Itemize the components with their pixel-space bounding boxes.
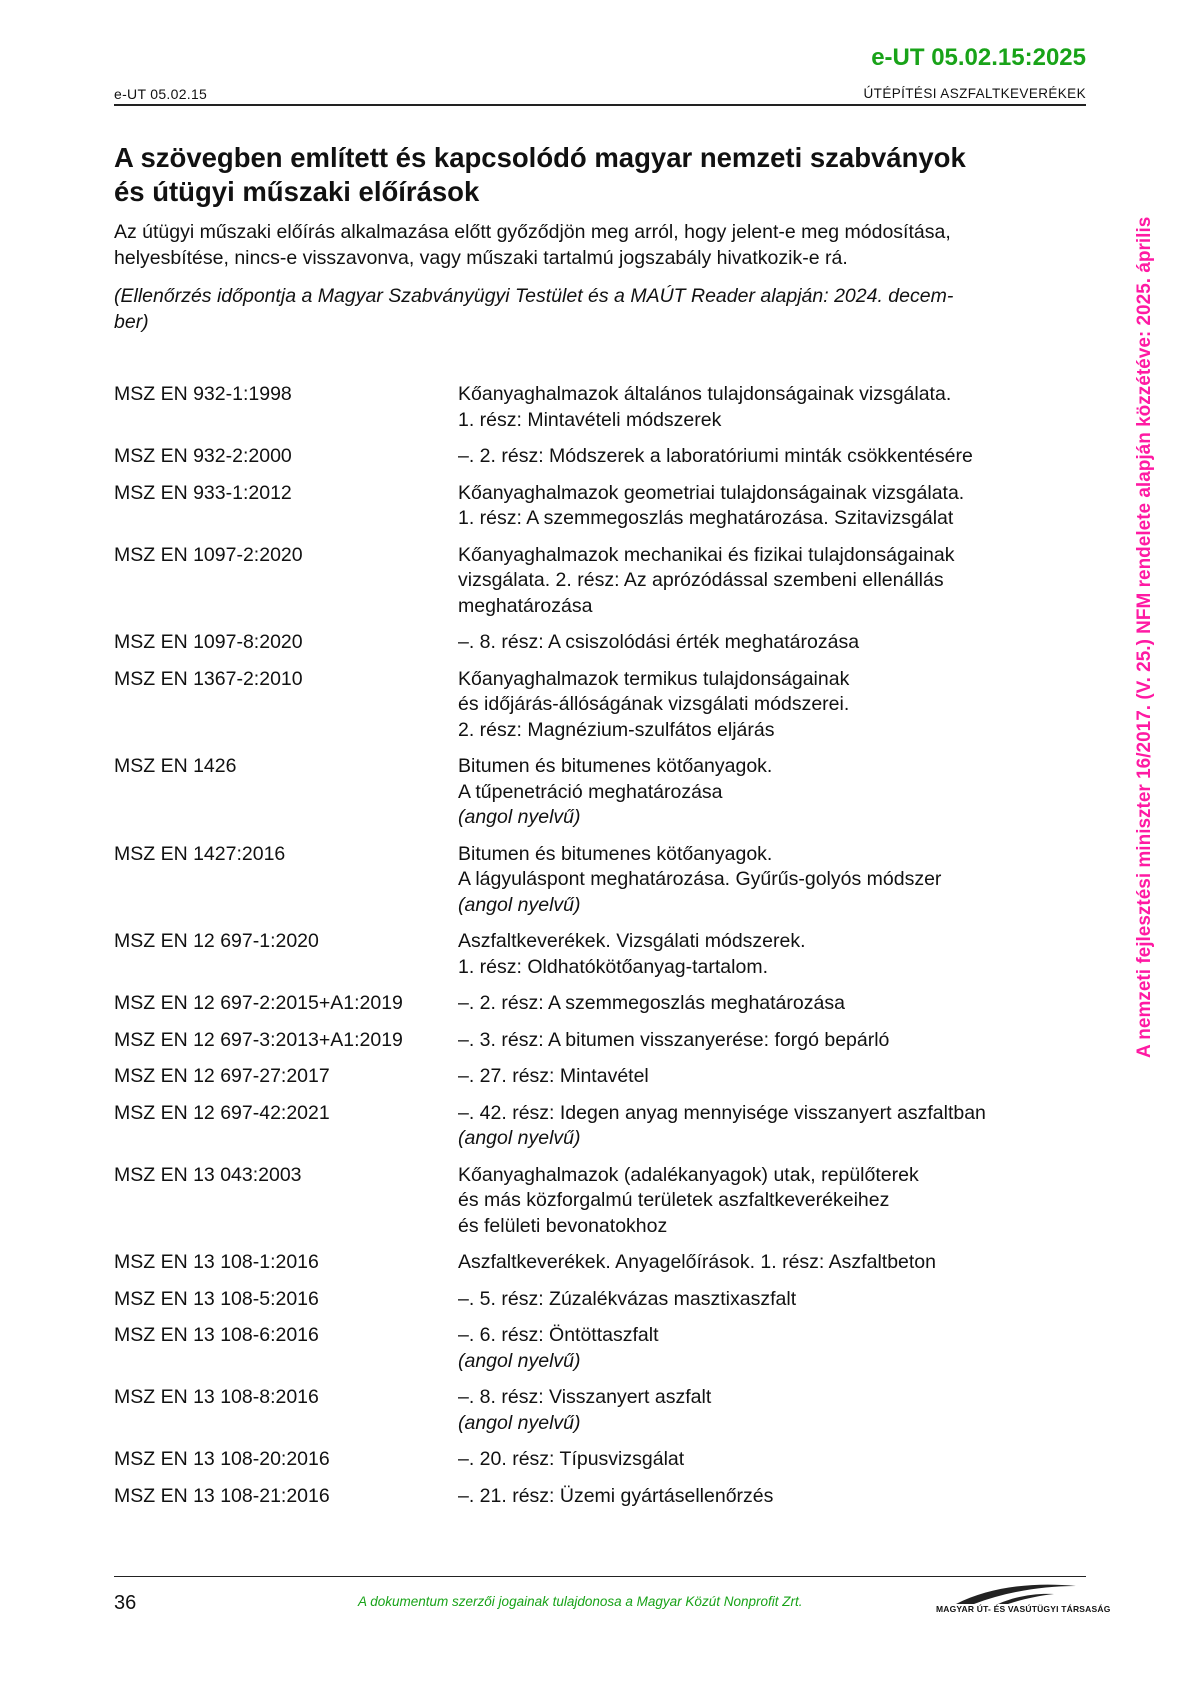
reference-row (114, 1447, 1084, 1473)
reference-row (114, 481, 1084, 532)
header-rule (114, 104, 1086, 106)
standard-code: MSZ EN 13 108-8:2016 (114, 1386, 319, 1408)
standard-title (458, 481, 1084, 532)
standard-code: MSZ EN 12 697-42:2021 (114, 1101, 330, 1124)
intro-paragraph (114, 219, 1074, 271)
standard-code: MSZ EN 13 108-21:2016 (114, 1484, 330, 1507)
language-note: (angol nyelvű) (458, 1411, 581, 1434)
page-title-line: és útügyi műszaki előírások (114, 176, 480, 207)
standard-title-line: Bitumen és bitumenes kötőanyagok. (458, 755, 773, 777)
standard-title-line: A lágyuláspont meghatározása. Gyűrűs-golyós módszer (458, 868, 942, 890)
language-note: (angol nyelvű) (458, 893, 581, 916)
reference-row (114, 1028, 1084, 1054)
footer-rule (114, 1576, 1086, 1577)
header-right: ÚTÉPÍTÉSI ASZFALTKEVERÉKEK (863, 86, 1086, 101)
standard-title-line: Aszfaltkeverékek. Vizsgálati módszerek. (458, 930, 806, 952)
standard-title (458, 382, 1084, 433)
standard-code: MSZ EN 13 043:2003 (114, 1163, 302, 1186)
standard-title-line: Bitumen és bitumenes kötőanyagok. (458, 842, 773, 865)
standard-title-line: 1. rész: A szemmegoszlás meghatározása. Szitavizsgálat (458, 507, 954, 529)
standard-code: MSZ EN 932-1:1998 (114, 383, 292, 405)
standard-code: MSZ EN 13 108-5:2016 (114, 1287, 319, 1310)
standard-title (458, 444, 1084, 470)
standard-code: MSZ EN 1427:2016 (114, 842, 286, 865)
standard-title-line: 2. rész: Magnézium-szulfátos eljárás (458, 718, 775, 741)
reference-row (114, 444, 1084, 470)
standard-code: MSZ EN 1367-2:2010 (114, 667, 303, 690)
standard-title (458, 1101, 1084, 1152)
standard-code: MSZ EN 1097-2:2020 (114, 543, 303, 566)
standard-code: MSZ EN 932-2:2000 (114, 445, 292, 467)
standard-title (458, 842, 1084, 919)
intro-line: Az útügyi műszaki előírás alkalmazása előtt győződjön meg arról, hogy jelent-e meg módosítása, (114, 221, 951, 243)
standard-title-line: –. 8. rész: Visszanyert aszfalt (458, 1386, 712, 1408)
standard-code: MSZ EN 12 697-27:2017 (114, 1065, 330, 1087)
standard-title (458, 1028, 1084, 1054)
side-note: A nemzeti fejlesztési miniszter 16/2017. (V. 25.) NFM rendelete alapján közzétéve: 2025. április (1134, 216, 1155, 1058)
check-date-line: (Ellenőrzés időpontja a Magyar Szabványügyi Testület és a MAÚT Reader alapján: 2024. decem- (114, 285, 954, 307)
standard-title-line: Kőanyaghalmazok termikus tulajdonságainak (458, 667, 850, 690)
page-number: 36 (114, 1592, 137, 1614)
standard-title-line: –. 21. rész: Üzemi gyártásellenőrzés (458, 1484, 774, 1507)
standard-title-line: és felületi bevonatokhoz (458, 1214, 668, 1237)
standard-title-line: vizsgálata. 2. rész: Az aprózódással szembeni ellenállás (458, 569, 944, 591)
reference-row (114, 991, 1084, 1017)
reference-row (114, 754, 1084, 831)
copyright-notice: A dokumentum szerzői jogainak tulajdonosa a Magyar Közút Nonprofit Zrt. (358, 1594, 803, 1609)
standard-title-line: –. 6. rész: Öntöttaszfalt (458, 1324, 659, 1346)
reference-row (114, 1064, 1084, 1090)
standard-title-line: 1. rész: Oldhatókötőanyag-tartalom. (458, 955, 768, 978)
reference-row (114, 382, 1084, 433)
reference-row (114, 929, 1084, 980)
language-note: (angol nyelvű) (458, 1127, 581, 1149)
standard-title (458, 1250, 1084, 1276)
standard-title (458, 929, 1084, 980)
standard-title-line: Kőanyaghalmazok általános tulajdonságainak vizsgálata. (458, 383, 952, 405)
standard-title (458, 1484, 1084, 1510)
standard-title (458, 1385, 1084, 1436)
reference-list (114, 382, 1084, 1520)
standard-code: MSZ EN 1097-8:2020 (114, 631, 303, 653)
standard-title-line: –. 8. rész: A csiszolódási érték meghatározása (458, 631, 860, 653)
standard-title (458, 1163, 1084, 1240)
standard-title-line: meghatározása (458, 594, 593, 617)
standard-code: MSZ EN 12 697-3:2013+A1:2019 (114, 1028, 403, 1051)
standard-title (458, 667, 1084, 744)
standard-title (458, 1447, 1084, 1473)
reference-row (114, 1385, 1084, 1436)
reference-row (114, 842, 1084, 919)
standard-title-line: Kőanyaghalmazok geometriai tulajdonságainak vizsgálata. (458, 481, 965, 504)
language-note: (angol nyelvű) (458, 1349, 581, 1372)
reference-row (114, 630, 1084, 656)
language-note: (angol nyelvű) (458, 806, 581, 828)
standard-title (458, 1323, 1084, 1374)
standard-title-line: és más közforgalmú területek aszfaltkeverékeihez (458, 1189, 890, 1211)
reference-row (114, 667, 1084, 744)
standard-title (458, 991, 1084, 1017)
doc-code: e-UT 05.02.15:2025 (871, 44, 1086, 71)
reference-row (114, 1101, 1084, 1152)
road-swoosh-icon (936, 1580, 1086, 1606)
standard-title-line: –. 27. rész: Mintavétel (458, 1065, 649, 1087)
standard-title (458, 1064, 1084, 1090)
standard-code: MSZ EN 12 697-1:2020 (114, 930, 319, 952)
standard-code: MSZ EN 13 108-6:2016 (114, 1324, 319, 1346)
logo-text: MAGYAR ÚT- ÉS VASÚTÜGYI TÁRSASÁG (936, 1604, 1111, 1614)
standard-title (458, 1287, 1084, 1313)
check-date-note (114, 283, 1074, 335)
society-logo (936, 1580, 1111, 1614)
reference-row (114, 1250, 1084, 1276)
check-date-line: ber) (114, 311, 149, 333)
standard-title-line: Kőanyaghalmazok mechanikai és fizikai tulajdonságainak (458, 543, 955, 566)
standard-title-line: –. 20. rész: Típusvizsgálat (458, 1448, 685, 1470)
standard-title-line: A tűpenetráció meghatározása (458, 780, 723, 803)
standard-title-line: és időjárás-állóságának vizsgálati módszerei. (458, 693, 850, 715)
reference-row (114, 1287, 1084, 1313)
reference-row (114, 1484, 1084, 1510)
standard-code: MSZ EN 933-1:2012 (114, 481, 292, 504)
standard-title-line: –. 2. rész: Módszerek a laboratóriumi minták csökkentésére (458, 445, 973, 467)
standard-code: MSZ EN 1426 (114, 755, 237, 777)
intro-line: helyesbítése, nincs-e visszavonva, vagy műszaki tartalmú jogszabály hivatkozik-e rá. (114, 247, 848, 269)
standard-code: MSZ EN 12 697-2:2015+A1:2019 (114, 992, 403, 1014)
reference-row (114, 543, 1084, 620)
standard-title-line: –. 2. rész: A szemmegoszlás meghatározása (458, 992, 845, 1014)
standard-title-line: Kőanyaghalmazok (adalékanyagok) utak, repülőterek (458, 1163, 919, 1186)
standard-title-line: –. 3. rész: A bitumen visszanyerése: forgó bepárló (458, 1028, 890, 1051)
reference-row (114, 1163, 1084, 1240)
standard-title-line: –. 5. rész: Zúzalékvázas masztixaszfalt (458, 1287, 797, 1310)
standard-code: MSZ EN 13 108-1:2016 (114, 1251, 319, 1273)
standard-title (458, 543, 1084, 620)
reference-row (114, 1323, 1084, 1374)
standard-title-line: Aszfaltkeverékek. Anyagelőírások. 1. rész: Aszfaltbeton (458, 1251, 936, 1273)
standard-code: MSZ EN 13 108-20:2016 (114, 1448, 330, 1470)
standard-title-line: 1. rész: Mintavételi módszerek (458, 408, 722, 431)
standard-title-line: –. 42. rész: Idegen anyag mennyisége visszanyert aszfaltban (458, 1101, 986, 1124)
header-left: e-UT 05.02.15 (114, 86, 208, 102)
standard-title (458, 754, 1084, 831)
page-title-line: A szövegben említett és kapcsolódó magyar nemzeti szabványok (114, 142, 966, 173)
page-title (114, 141, 1074, 209)
standard-title (458, 630, 1084, 656)
